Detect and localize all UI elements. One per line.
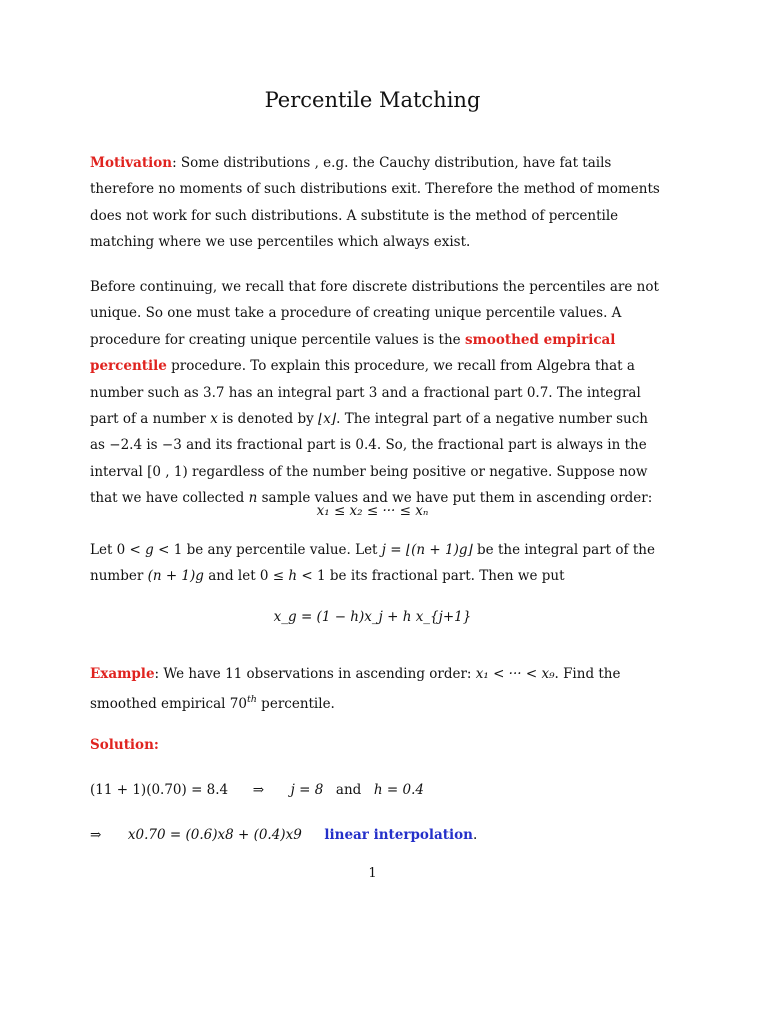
para3-text-1: Let 0 < xyxy=(90,542,146,558)
implies-arrow-icon: ⇒ xyxy=(252,782,265,798)
order-statistics-display: x₁ ≤ x₂ ≤ ··· ≤ xₙ xyxy=(316,503,429,519)
calc-j: j = 8 xyxy=(290,782,324,798)
solution-heading xyxy=(90,737,159,753)
var-x: x xyxy=(210,411,218,428)
n-plus-one-g: (n + 1)g xyxy=(147,568,204,585)
calc-and: and xyxy=(335,782,362,798)
page-title: Percentile Matching xyxy=(264,88,481,112)
motivation-text: : Some distributions , e.g. the Cauchy distribution, have fat tails therefore no moments of such distributions exit. Therefore the method of moments does not work for such distributions. A substitute is the method of percentile matching where we use percentiles which always exist. xyxy=(90,155,660,251)
solution-label: Solution xyxy=(90,737,154,753)
var-g: g xyxy=(145,542,154,558)
para2-text-4: . The integral part of a negative number such as −2.4 is −3 and its fractional part is 0.4. So, the fractional part is always in the interval [0 , 1) regardless of the number being positive or negative. Suppose now that we have collected xyxy=(90,411,648,507)
motivation-label: Motivation xyxy=(90,155,173,171)
calc-lhs: (11 + 1)(0.70) = 8.4 xyxy=(90,782,229,798)
linear-interpolation-term: linear interpolation xyxy=(324,827,473,843)
example-label: Example xyxy=(90,666,155,682)
para2-text-1: Before continuing, we recall that fore discrete distributions the percentiles are not unique. So one must take a procedure of creating unique percentile values. A procedure for creating unique percentile values is the xyxy=(90,279,659,348)
var-n: n xyxy=(248,490,258,507)
para2-text-3: is denoted by xyxy=(217,411,319,428)
para3-text-4: and let 0 ≤ xyxy=(203,568,289,585)
example-text-3: percentile. xyxy=(256,696,335,713)
result-formula: x0.70 = (0.6)x8 + (0.4)x9 xyxy=(127,827,302,843)
calc-h: h = 0.4 xyxy=(373,782,424,798)
calculation-line xyxy=(90,782,424,798)
result-line xyxy=(90,827,477,843)
j-definition: j = ⌊(n + 1)g⌋ xyxy=(381,542,473,558)
example-text-2: . Find the smoothed empirical 70 xyxy=(90,666,621,713)
superscript-th: th xyxy=(246,694,257,706)
var-h: h xyxy=(288,568,298,585)
result-period: . xyxy=(472,827,478,843)
para3-text-3: be the integral part of the number xyxy=(90,542,655,585)
interpolation-formula-display: x_g = (1 − h)x_j + h x_{j+1} xyxy=(273,609,472,625)
example-text-1: : We have 11 observations in ascending order: xyxy=(154,666,476,682)
para3-text-2: < 1 be any percentile value. Let xyxy=(153,542,382,558)
motivation-paragraph xyxy=(90,150,660,256)
para2-text-2: procedure. To explain this procedure, we recall from Algebra that a number such as 3.7 has an integral part 3 and a fractional part 0.7. The integral part of a number xyxy=(90,358,641,428)
definition-paragraph xyxy=(90,537,660,590)
solution-colon: : xyxy=(153,737,159,753)
smoothed-empirical-percentile-term: smoothed empirical percentile xyxy=(90,331,616,375)
para2-text-5: sample values and we have put them in ascending order: xyxy=(257,490,653,507)
example-paragraph xyxy=(90,661,660,718)
floor-x: ⌊x⌋ xyxy=(318,411,337,428)
smoothed-percentile-paragraph xyxy=(90,274,660,512)
result-implies-arrow-icon: ⇒ xyxy=(90,827,102,843)
para3-text-5: < 1 be its fractional part. Then we put xyxy=(297,568,565,585)
observation-order: x₁ < ··· < x₉ xyxy=(475,666,555,682)
page-number: 1 xyxy=(368,866,377,881)
